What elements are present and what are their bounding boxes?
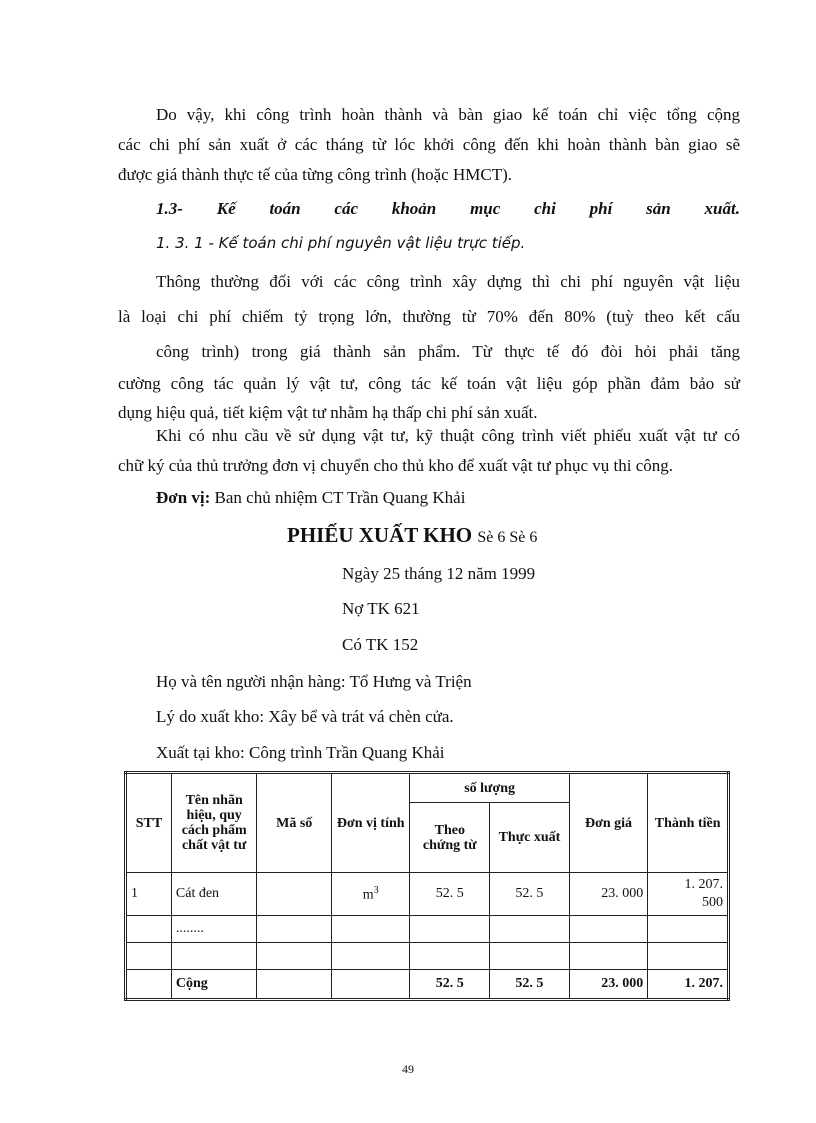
- cell-unit: [331, 943, 410, 970]
- text-line: cường công tác quản lý vật tư, công tác kế toán vật liệu góp phần đảm bảo sử: [118, 374, 740, 393]
- cell-unit: [331, 970, 410, 1000]
- page-number: 49: [402, 1062, 414, 1076]
- header-qty-doc: Theo chứng từ: [410, 803, 490, 873]
- unit-value: Ban chủ nhiệm CT Trần Quang Khải: [214, 488, 466, 507]
- subsection-heading: [118, 228, 740, 258]
- cell-price: [569, 916, 648, 943]
- unit-label: Đơn vị:: [156, 488, 211, 507]
- voucher-date: Ngày 25 tháng 12 năm 1999: [342, 564, 536, 583]
- request-paragraph: [118, 421, 740, 481]
- credit-account: Có TK 152: [342, 635, 419, 654]
- header-qty-actual: Thực xuất: [490, 803, 570, 873]
- cell-stt: [126, 970, 172, 1000]
- cell-code: [257, 943, 332, 970]
- text-line: chữ ký của thủ trưởng đơn vị chuyển cho thủ kho để xuất vật tư phục vụ thi công.: [118, 456, 674, 475]
- cell-amount: [648, 873, 729, 916]
- unit-line: [156, 488, 465, 508]
- text-line: công trình) trong giá thành sản phẩm. Từ thực tế đó đòi hỏi phải tăng: [156, 342, 740, 361]
- header-unit: Đơn vị tính: [331, 773, 410, 873]
- warehouse-line: Xuất tại kho: Công trình Trần Quang Khải: [156, 743, 445, 762]
- text-line: dụng hiệu quả, tiết kiệm vật tư nhằm hạ thấp chi phí sản xuất.: [118, 403, 538, 422]
- total-qty-doc: 52. 5: [410, 970, 490, 1000]
- unit-text: m: [362, 887, 374, 903]
- reason-line: Lý do xuất kho: Xây bể và trát vá chèn cửa.: [156, 707, 454, 726]
- cell-stt: [126, 943, 172, 970]
- table-row: [126, 943, 729, 970]
- header-amount: Thành tiền: [648, 773, 729, 873]
- voucher-number: Sè 6 Sè 6: [477, 529, 538, 546]
- cell-qty-actual: [490, 943, 570, 970]
- cell-stt: 1: [126, 873, 172, 916]
- cell-qty-doc: [410, 916, 490, 943]
- header-price: Đơn giá: [569, 773, 648, 873]
- receiver-line: Họ và tên người nhận hàng: Tổ Hưng và Triện: [156, 672, 472, 691]
- total-label: Cộng: [171, 970, 257, 1000]
- cell-name: Cát đen: [171, 873, 257, 916]
- cell-qty-doc: 52. 5: [410, 873, 490, 916]
- header-stt: STT: [126, 773, 172, 873]
- amount-line-2: 500: [702, 895, 723, 910]
- cell-price: 23. 000: [569, 873, 648, 916]
- cell-code: [257, 970, 332, 1000]
- cell-qty-actual: [490, 916, 570, 943]
- total-qty-actual: 52. 5: [490, 970, 570, 1000]
- voucher-title-text: PHIẾU XUẤT KHO: [287, 523, 473, 547]
- total-amount: 1. 207.: [648, 970, 729, 1000]
- cell-stt: [126, 916, 172, 943]
- table-row: [126, 873, 729, 916]
- cell-code: [257, 916, 332, 943]
- table-header-row: [126, 773, 729, 803]
- text-line: được giá thành thực tế của từng công trình (hoặc HMCT).: [118, 165, 512, 184]
- issue-voucher-table: [124, 771, 730, 1001]
- header-quantity: số lượng: [410, 773, 569, 803]
- cell-code: [257, 873, 332, 916]
- text-line: Khi có nhu cầu về sử dụng vật tư, kỹ thuật công trình viết phiếu xuất vật tư có: [156, 426, 740, 445]
- text-line: Thông thường đối với các công trình xây dựng thì chi phí nguyên vật liệu: [156, 272, 740, 291]
- text-line: các chi phí sản xuất ở các tháng từ lóc khởi công đến khi hoàn thành bàn giao sẽ: [118, 135, 740, 154]
- cell-unit: [331, 873, 410, 916]
- table-total-row: [126, 970, 729, 1000]
- unit-exponent: 3: [373, 884, 379, 896]
- heading-text: 1.3- Kế toán các khoản mục chi phí sản xuất.: [156, 199, 740, 218]
- header-name: Tên nhãn hiệu, quy cách phẩm chất vật tư: [171, 773, 257, 873]
- table-row: [126, 916, 729, 943]
- materials-paragraph: [118, 264, 740, 427]
- cell-qty-doc: [410, 943, 490, 970]
- cell-price: [569, 943, 648, 970]
- cell-name: [171, 943, 257, 970]
- heading-text: 1. 3. 1 - Kế toán chi phí nguyên vật liệu trực tiếp.: [156, 234, 526, 252]
- text-line: Do vậy, khi công trình hoàn thành và bàn giao kế toán chỉ việc tổng cộng: [156, 105, 740, 124]
- cell-amount: [648, 943, 729, 970]
- cell-name: ........: [171, 916, 257, 943]
- cell-unit: [331, 916, 410, 943]
- cell-amount: [648, 916, 729, 943]
- intro-paragraph: [118, 100, 740, 190]
- text-line: là loại chi phí chiếm tỷ trọng lớn, thường từ 70% đến 80% (tuỳ theo kết cấu: [118, 307, 740, 326]
- debit-account: Nợ TK 621: [342, 599, 420, 618]
- total-price: 23. 000: [569, 970, 648, 1000]
- header-code: Mã số: [257, 773, 332, 873]
- amount-line-1: 1. 207.: [684, 877, 723, 892]
- cell-qty-actual: 52. 5: [490, 873, 570, 916]
- section-heading: [118, 194, 740, 224]
- voucher-title: [287, 523, 537, 548]
